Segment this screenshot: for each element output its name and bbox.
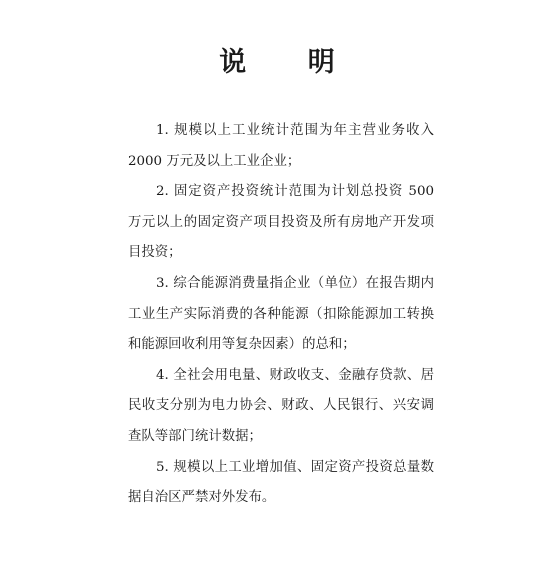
note-item-2: 2. 固定资产投资统计范围为计划总投资 500 万元以上的固定资产项目投资及所有房地产开发项目投资； bbox=[128, 184, 434, 261]
notes-body bbox=[128, 116, 434, 514]
page-title: 说 明 bbox=[219, 47, 361, 78]
note-item-1: 1. 规模以上工业统计范围为年主营业务收入2000 万元及以上工业企业； bbox=[128, 123, 434, 169]
note-item-5: 5. 规模以上工业增加值、固定资产投资总量数据自治区严禁对外发布。 bbox=[128, 459, 434, 506]
note-item-4: 4. 全社会用电量、财政收支、金融存贷款、居民收支分别为电力协会、财政、人民银行、兴安调查队等部门统计数据； bbox=[128, 367, 434, 444]
note-item-3: 3. 综合能源消费量指企业（单位）在报告期内工业生产实际消费的各种能源（扣除能源加工转换和能源回收利用等复杂因素）的总和； bbox=[128, 275, 434, 353]
